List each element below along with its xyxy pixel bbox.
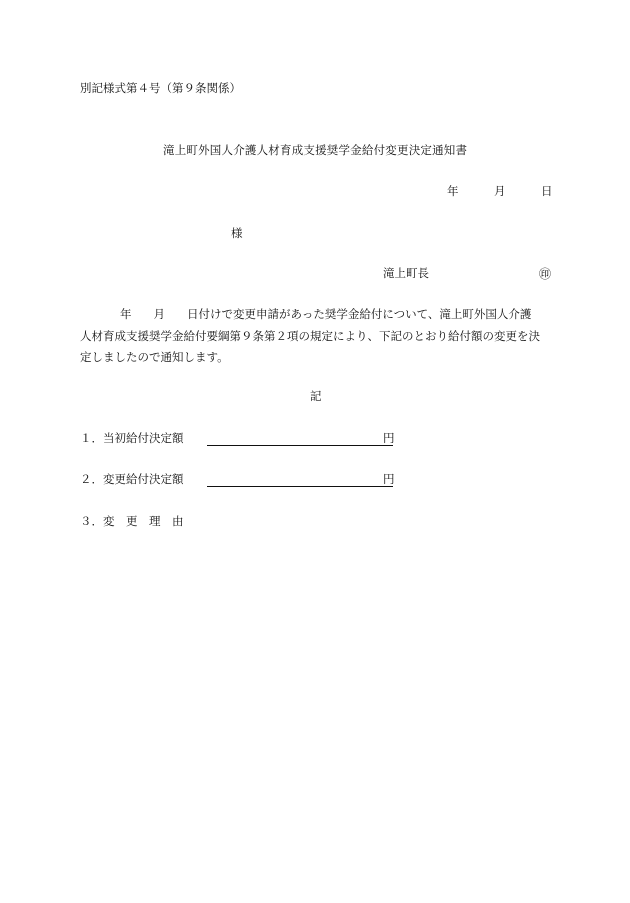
item-initial-amount-label: １．当初給付決定額	[80, 431, 184, 445]
changed-amount-unit: 円	[383, 472, 395, 486]
issuer-name: 滝上町長	[383, 266, 429, 280]
date-month-label: 月	[494, 184, 506, 198]
body-line-1	[80, 307, 531, 321]
changed-amount-underline	[207, 486, 393, 487]
document-title: 滝上町外国人介護人材育成支援奨学金給付変更決定通知書	[163, 143, 468, 157]
seal-mark: ㊞	[539, 267, 552, 281]
initial-amount-underline	[207, 445, 393, 446]
body-line-3: 定しましたので通知します。	[80, 350, 229, 364]
form-style-label: 別記様式第４号（第９条関係）	[80, 81, 241, 95]
body-line-1-text: 日付けで変更申請があった奨学金給付について、滝上町外国人介護	[187, 307, 532, 321]
body-year: 年	[120, 307, 132, 321]
notice-body	[80, 304, 552, 369]
date-day-label: 日	[541, 184, 553, 198]
ki-heading: 記	[310, 389, 322, 403]
addressee-suffix: 様	[231, 226, 243, 240]
item-changed-amount-label: ２．変更給付決定額	[80, 472, 184, 486]
body-line-2: 人材育成支援奨学金給付要綱第９条第２項の規定により、下記のとおり給付額の変更を決	[80, 328, 540, 343]
body-month: 月	[153, 307, 165, 321]
initial-amount-unit: 円	[383, 431, 395, 445]
date-year-label: 年	[447, 184, 459, 198]
item-change-reason-label: ３．変 更 理 由	[80, 514, 184, 528]
